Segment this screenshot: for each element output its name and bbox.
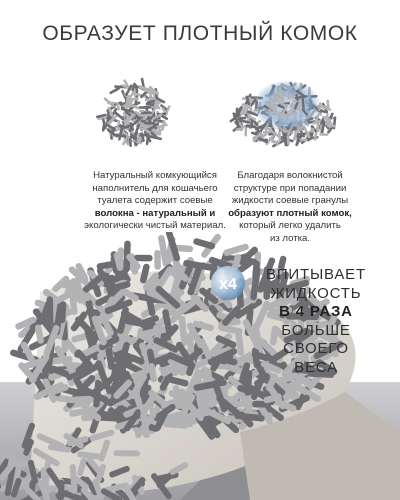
pellet [114, 450, 140, 456]
page-title: ОБРАЗУЕТ ПЛОТНЫЙ КОМОК [42, 22, 358, 45]
pellet-pile-image [95, 68, 175, 156]
pellet [319, 133, 328, 136]
caption-left: Натуральный комкующийся наполнитель для кошачьего туалета содержит соевые волокна - натуральный и экологически чистый материал. [84, 170, 226, 232]
caption-right: Благодаря волокнистой структуре при попадании жидкости соевые гранулы образуют плотный комок, который легко удалить из лотка. [228, 170, 352, 244]
x4-droplet-icon [206, 263, 252, 303]
x4-label: x4 [219, 276, 237, 293]
pellet [154, 250, 161, 270]
pellet [144, 122, 155, 125]
pellet [109, 86, 121, 94]
wet-clump-image [229, 68, 339, 158]
pellet [236, 107, 239, 117]
absorb-claim: ВПИТЫВАЕТ ЖИДКОСТЬ В 4 РАЗА БОЛЬШЕ СВОЕГО ВЕСА [266, 266, 366, 376]
pellet [327, 124, 336, 127]
pellet [134, 255, 153, 262]
pellet [138, 106, 151, 109]
